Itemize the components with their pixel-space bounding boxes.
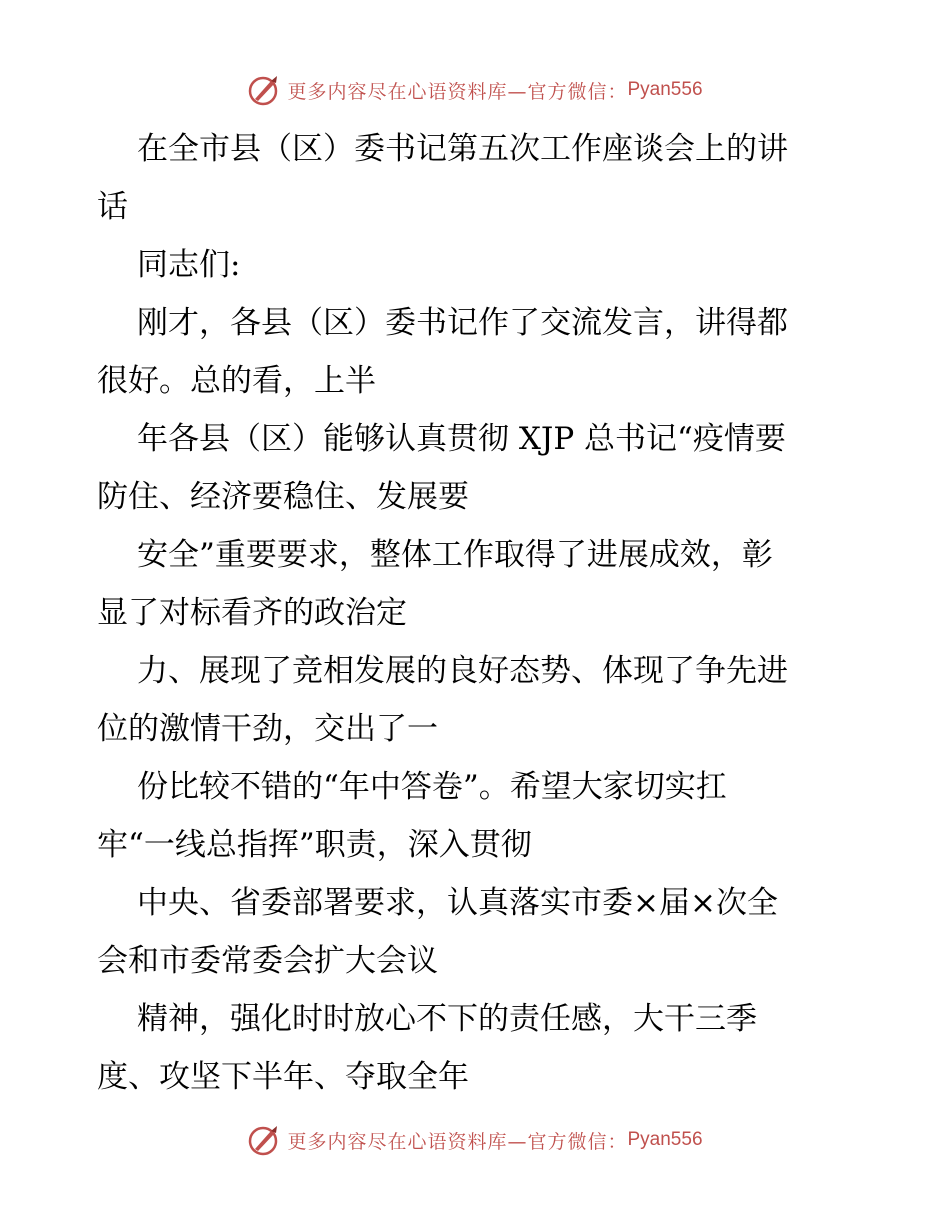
body-line: 牢“一线总指挥”职责，深入贯彻 <box>97 827 532 863</box>
body-line: 年各县（区）能够认真贯彻 XJP 总书记“疫情要 <box>137 421 786 457</box>
body-line: 力、展现了竞相发展的良好态势、体现了争先进 <box>137 653 788 689</box>
document-body <box>97 120 857 1106</box>
body-line: 很好。总的看，上半 <box>97 363 376 399</box>
watermark-wechat-id: Pyan556 <box>627 79 703 100</box>
footer-watermark <box>0 1120 950 1160</box>
body-line: 位的激情干劲，交出了一 <box>97 711 438 747</box>
body-line: 刚才，各县（区）委书记作了交流发言，讲得都 <box>137 305 788 341</box>
watermark-wechat-id: Pyan556 <box>627 1129 703 1150</box>
quill-logo-icon <box>247 1123 281 1157</box>
body-line: 精神，强化时时放心不下的责任感，大干三季 <box>137 1001 757 1037</box>
body-line: 防住、经济要稳住、发展要 <box>97 479 469 515</box>
header-watermark <box>0 70 950 110</box>
quill-logo-icon <box>247 73 281 107</box>
body-line: 安全”重要要求，整体工作取得了进展成效，彰 <box>137 537 773 573</box>
watermark-text: 更多内容尽在心语资料库—官方微信： <box>287 80 628 103</box>
body-line: 中央、省委部署要求，认真落实市委×届×次全 <box>137 885 778 921</box>
salutation: 同志们: <box>137 247 241 283</box>
body-line: 份比较不错的“年中答卷”。希望大家切实扛 <box>137 769 727 805</box>
body-line: 显了对标看齐的政治定 <box>97 595 407 631</box>
body-line: 度、攻坚下半年、夺取全年 <box>97 1059 469 1095</box>
title-line-1: 在全市县（区）委书记第五次工作座谈会上的讲 <box>137 131 788 167</box>
watermark-text: 更多内容尽在心语资料库—官方微信： <box>287 1130 628 1153</box>
title-line-2: 话 <box>97 189 128 225</box>
body-line: 会和市委常委会扩大会议 <box>97 943 438 979</box>
